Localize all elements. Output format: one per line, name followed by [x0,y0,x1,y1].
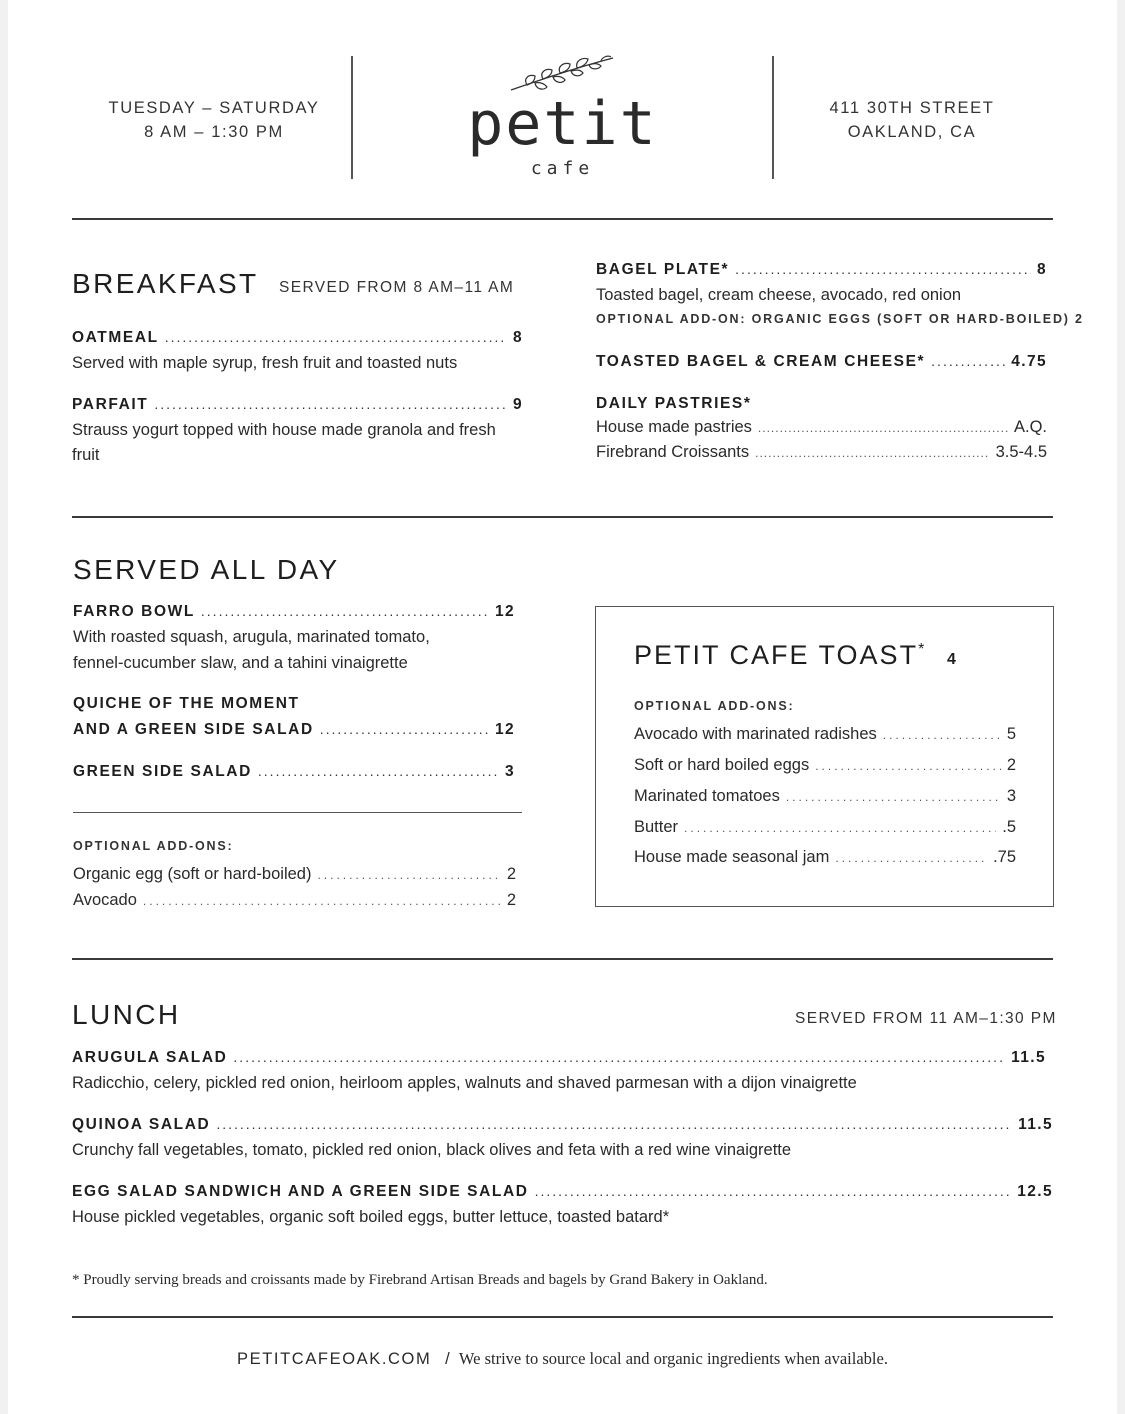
sub-item-price: 2 [1006,756,1016,774]
item-name: AND A GREEN SIDE SALAD [73,721,314,738]
leader-dots [883,728,1001,742]
item-price: 12.5 [1017,1183,1053,1200]
address-block [772,96,1052,144]
lunch-served: SERVED FROM 11 AM–1:30 PM [795,1010,1057,1027]
menu-item-parfait [72,396,523,414]
item-desc-arugula: Radicchio, celery, pickled red onion, heirloom apples, walnuts and shaved parmesan with a dijon vinaigrette [72,1074,857,1092]
page-edge-left [0,0,8,1414]
sub-item-price: 3 [1006,787,1016,805]
menu-item-oatmeal [72,329,523,347]
item-name: FARRO BOWL [73,603,195,620]
item-name: QUICHE OF THE MOMENT [73,695,300,712]
sub-item-name: Organic egg (soft or hard-boiled) [73,865,312,883]
sub-item-price: A.Q. [1013,418,1047,436]
item-price: 8 [512,329,523,346]
leader-dots [320,721,489,737]
item-price: 9 [512,396,523,413]
sub-item-price: 2 [506,891,516,909]
item-desc-bagel-plate: Toasted bagel, cream cheese, avocado, red onion [596,286,962,304]
sub-item-name: Marinated tomatoes [634,787,780,805]
divider-header [72,218,1053,220]
item-price: 8 [1036,261,1047,278]
divider-all-day-addons [73,812,522,813]
item-price: 12 [494,603,515,620]
leader-dots [931,353,1005,369]
item-name: ARUGULA SALAD [72,1049,228,1066]
item-desc-farro-2: fennel-cucumber slaw, and a tahini vinaigrette [73,654,408,672]
sub-item-name: Soft or hard boiled eggs [634,756,810,774]
header-divider-left [351,56,353,179]
toast-addon-eggs [634,756,1016,775]
item-price: 4.75 [1011,353,1047,370]
divider-breakfast [72,516,1053,518]
sub-item-name: House made seasonal jam [634,848,830,866]
sub-item-name: Firebrand Croissants [596,443,750,461]
leader-dots [154,396,507,412]
toast-price: 4 [947,651,956,668]
footnote: * Proudly serving breads and croissants made by Firebrand Artisan Breads and bagels by Grand Bakery in Oakland. [72,1272,768,1288]
footer-separator: / [445,1350,450,1368]
sub-item-price: .75 [993,848,1016,866]
sub-item-price: .5 [1002,818,1016,836]
sub-item-price: 5 [1006,725,1016,743]
menu-item-bagel-plate [596,261,1047,279]
item-name: GREEN SIDE SALAD [73,763,252,780]
leader-dots [258,763,499,779]
all-day-title: SERVED ALL DAY [73,554,340,585]
leader-dots [535,1183,1012,1199]
item-name: PARFAIT [72,396,149,413]
item-desc-quinoa: Crunchy fall vegetables, tomato, pickled red onion, black olives and feta with a red wine vinaigrette [72,1141,792,1159]
item-price: 12 [494,721,515,738]
item-name: EGG SALAD SANDWICH AND A GREEN SIDE SALAD [72,1183,529,1200]
addon-organic-egg [73,865,516,884]
toast-addons-label: OPTIONAL ADD-ONS: [634,699,795,713]
page-edge-right [1117,0,1125,1414]
breakfast-title: BREAKFAST [72,268,259,299]
sub-item-price: 2 [506,865,516,883]
toast-addon-avocado [634,725,1016,744]
leader-dots [755,446,989,460]
hours-time: 8 AM – 1:30 PM [144,123,284,141]
hours-days: TUESDAY – SATURDAY [108,99,320,117]
item-name: QUINOA SALAD [72,1116,211,1133]
menu-item-farro-bowl [73,603,515,621]
leader-dots [201,603,489,619]
item-desc-oatmeal: Served with maple syrup, fresh fruit and toasted nuts [72,354,458,372]
leader-dots [815,759,1001,773]
logo [440,54,685,184]
address-street: 411 30TH STREET [829,99,995,117]
toast-addon-tomatoes [634,787,1016,806]
leader-dots [758,421,1008,435]
menu-item-quiche-line2 [73,721,515,739]
hours-block [74,96,354,144]
item-desc-egg-salad: House pickled vegetables, organic soft boiled eggs, butter lettuce, toasted batard* [72,1208,670,1226]
item-price: 11.5 [1011,1049,1046,1066]
address-city: OAKLAND, CA [847,123,977,141]
leader-dots [835,851,987,865]
divider-all-day [72,958,1053,960]
breakfast-served: SERVED FROM 8 AM–11 AM [279,279,515,296]
leader-dots [165,329,507,345]
item-desc-parfait: Strauss yogurt topped with house made granola and fresh fruit [72,421,496,464]
leader-dots [684,821,996,835]
menu-item-arugula-salad [72,1049,1046,1067]
item-name: BAGEL PLATE* [596,261,730,278]
toast-star: * [918,641,927,658]
lunch-title: LUNCH [72,999,181,1030]
menu-item-daily-pastries [596,395,752,413]
toast-title [634,640,926,671]
item-price: 11.5 [1018,1116,1053,1133]
item-price: 3 [504,763,515,780]
menu-item-toasted-bagel [596,353,1047,371]
toast-addon-jam [634,848,1016,867]
menu-item-quinoa-salad [72,1116,1053,1134]
leader-dots [216,1116,1012,1132]
pastry-house-made [596,418,1047,437]
logo-petit: petit [467,89,658,159]
sub-item-name: House made pastries [596,418,752,436]
leader-dots [233,1049,1005,1065]
menu-item-egg-salad-sandwich [72,1183,1053,1201]
pastry-croissants [596,443,1047,462]
sub-item-name: Avocado [73,891,137,909]
divider-footer [72,1316,1053,1318]
footer [0,1349,1125,1369]
logo-cafe: cafe [530,158,595,179]
toast-title-text: PETIT CAFE TOAST [634,640,919,670]
footer-tagline: We strive to source local and organic ingredients when available. [458,1349,888,1368]
menu-item-green-side-salad [73,763,515,781]
leader-dots [143,894,501,908]
item-name: OATMEAL [72,329,159,346]
toast-addon-butter [634,818,1016,837]
sub-item-price: 3.5-4.5 [995,443,1047,461]
website-link[interactable]: PETITCAFEOAK.COM [237,1350,432,1368]
item-desc-farro-1: With roasted squash, arugula, marinated tomato, [73,628,430,646]
addon-avocado [73,891,516,910]
sub-item-name: Avocado with marinated radishes [634,725,877,743]
leader-dots [317,868,500,882]
item-name: TOASTED BAGEL & CREAM CHEESE* [596,353,926,370]
leader-dots [735,261,1031,277]
bagel-addon: OPTIONAL ADD-ON: ORGANIC EGGS (SOFT OR HARD-BOILED) 2 [596,312,1084,326]
all-day-addons-label: OPTIONAL ADD-ONS: [73,839,234,853]
sub-item-name: Butter [634,818,679,836]
item-name: DAILY PASTRIES* [596,395,752,412]
leader-dots [786,790,1001,804]
menu-item-quiche-line1 [73,695,300,713]
